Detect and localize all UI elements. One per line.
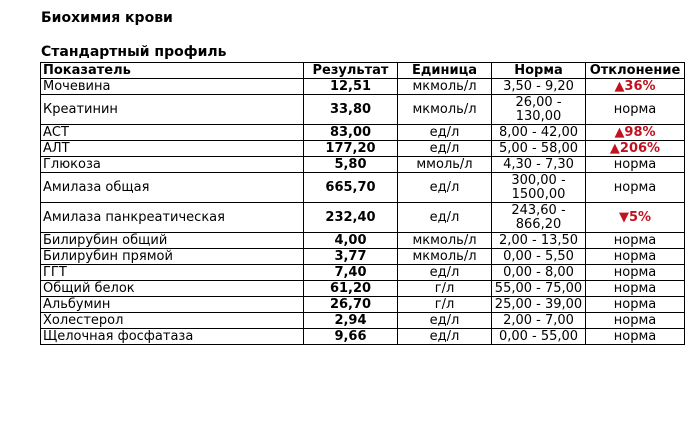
unit-cell: ед/л [398,141,492,157]
norm-range-cell: 55,00 - 75,00 [492,281,586,297]
table-row [41,173,685,203]
result-value-cell: 232,40 [304,203,398,233]
indicator-name-cell: Креатинин [41,95,304,125]
unit-cell: мкмоль/л [398,249,492,265]
unit-cell: ед/л [398,313,492,329]
deviation-cell: норма [586,233,685,249]
unit-cell: мкмоль/л [398,233,492,249]
deviation-cell: норма [586,265,685,281]
table-row [41,203,685,233]
table-row [41,157,685,173]
table-row [41,313,685,329]
result-value-cell: 3,77 [304,249,398,265]
table-row [41,125,685,141]
page-title: Биохимия крови [41,10,173,26]
deviation-cell: ▲98% [586,125,685,141]
indicator-name-cell: Амилаза панкреатическая [41,203,304,233]
result-value-cell: 26,70 [304,297,398,313]
norm-range-cell: 2,00 - 7,00 [492,313,586,329]
unit-cell: г/л [398,297,492,313]
result-value-cell: 177,20 [304,141,398,157]
indicator-name-cell: Холестерол [41,313,304,329]
deviation-cell: ▲36% [586,79,685,95]
unit-cell: мкмоль/л [398,95,492,125]
deviation-cell: ▲206% [586,141,685,157]
result-value-cell: 83,00 [304,125,398,141]
norm-range-cell: 4,30 - 7,30 [492,157,586,173]
norm-range-cell: 25,00 - 39,00 [492,297,586,313]
norm-range-cell: 8,00 - 42,00 [492,125,586,141]
norm-range-cell: 26,00 - 130,00 [492,95,586,125]
indicator-name-cell: Амилаза общая [41,173,304,203]
norm-range-cell: 243,60 - 866,20 [492,203,586,233]
table-row [41,281,685,297]
norm-range-cell: 5,00 - 58,00 [492,141,586,157]
result-value-cell: 33,80 [304,95,398,125]
norm-range-cell: 2,00 - 13,50 [492,233,586,249]
result-value-cell: 61,20 [304,281,398,297]
unit-cell: ед/л [398,125,492,141]
norm-range-cell: 0,00 - 8,00 [492,265,586,281]
unit-cell: ед/л [398,203,492,233]
norm-range-cell: 300,00 - 1500,00 [492,173,586,203]
deviation-cell: норма [586,313,685,329]
table-row [41,329,685,345]
deviation-cell: норма [586,95,685,125]
indicator-name-cell: Билирубин общий [41,233,304,249]
indicator-name-cell: Щелочная фосфатаза [41,329,304,345]
deviation-cell: ▼5% [586,203,685,233]
header-deviation: Отклонение [586,63,685,79]
deviation-cell: норма [586,249,685,265]
indicator-name-cell: ГГТ [41,265,304,281]
deviation-cell: норма [586,281,685,297]
table-row [41,265,685,281]
unit-cell: ед/л [398,329,492,345]
table-row [41,297,685,313]
result-value-cell: 2,94 [304,313,398,329]
header-unit: Единица [398,63,492,79]
unit-cell: мкмоль/л [398,79,492,95]
norm-range-cell: 3,50 - 9,20 [492,79,586,95]
table-row [41,79,685,95]
deviation-cell: норма [586,157,685,173]
header-norm: Норма [492,63,586,79]
norm-range-cell: 0,00 - 5,50 [492,249,586,265]
indicator-name-cell: Альбумин [41,297,304,313]
table-header-row [41,63,685,79]
profile-title: Стандартный профиль [41,44,227,60]
header-indicator: Показатель [41,63,304,79]
unit-cell: ед/л [398,173,492,203]
header-result: Результат [304,63,398,79]
unit-cell: ед/л [398,265,492,281]
deviation-cell: норма [586,173,685,203]
table-row [41,233,685,249]
table-row [41,249,685,265]
norm-range-cell: 0,00 - 55,00 [492,329,586,345]
unit-cell: г/л [398,281,492,297]
table-body [41,79,685,345]
indicator-name-cell: АЛТ [41,141,304,157]
result-value-cell: 665,70 [304,173,398,203]
deviation-cell: норма [586,297,685,313]
indicator-name-cell: Мочевина [41,79,304,95]
indicator-name-cell: Билирубин прямой [41,249,304,265]
deviation-cell: норма [586,329,685,345]
indicator-name-cell: Общий белок [41,281,304,297]
results-table [40,62,685,345]
result-value-cell: 4,00 [304,233,398,249]
indicator-name-cell: Глюкоза [41,157,304,173]
unit-cell: ммоль/л [398,157,492,173]
result-value-cell: 5,80 [304,157,398,173]
table-row [41,95,685,125]
result-value-cell: 9,66 [304,329,398,345]
result-value-cell: 7,40 [304,265,398,281]
indicator-name-cell: АСТ [41,125,304,141]
result-value-cell: 12,51 [304,79,398,95]
table-row [41,141,685,157]
